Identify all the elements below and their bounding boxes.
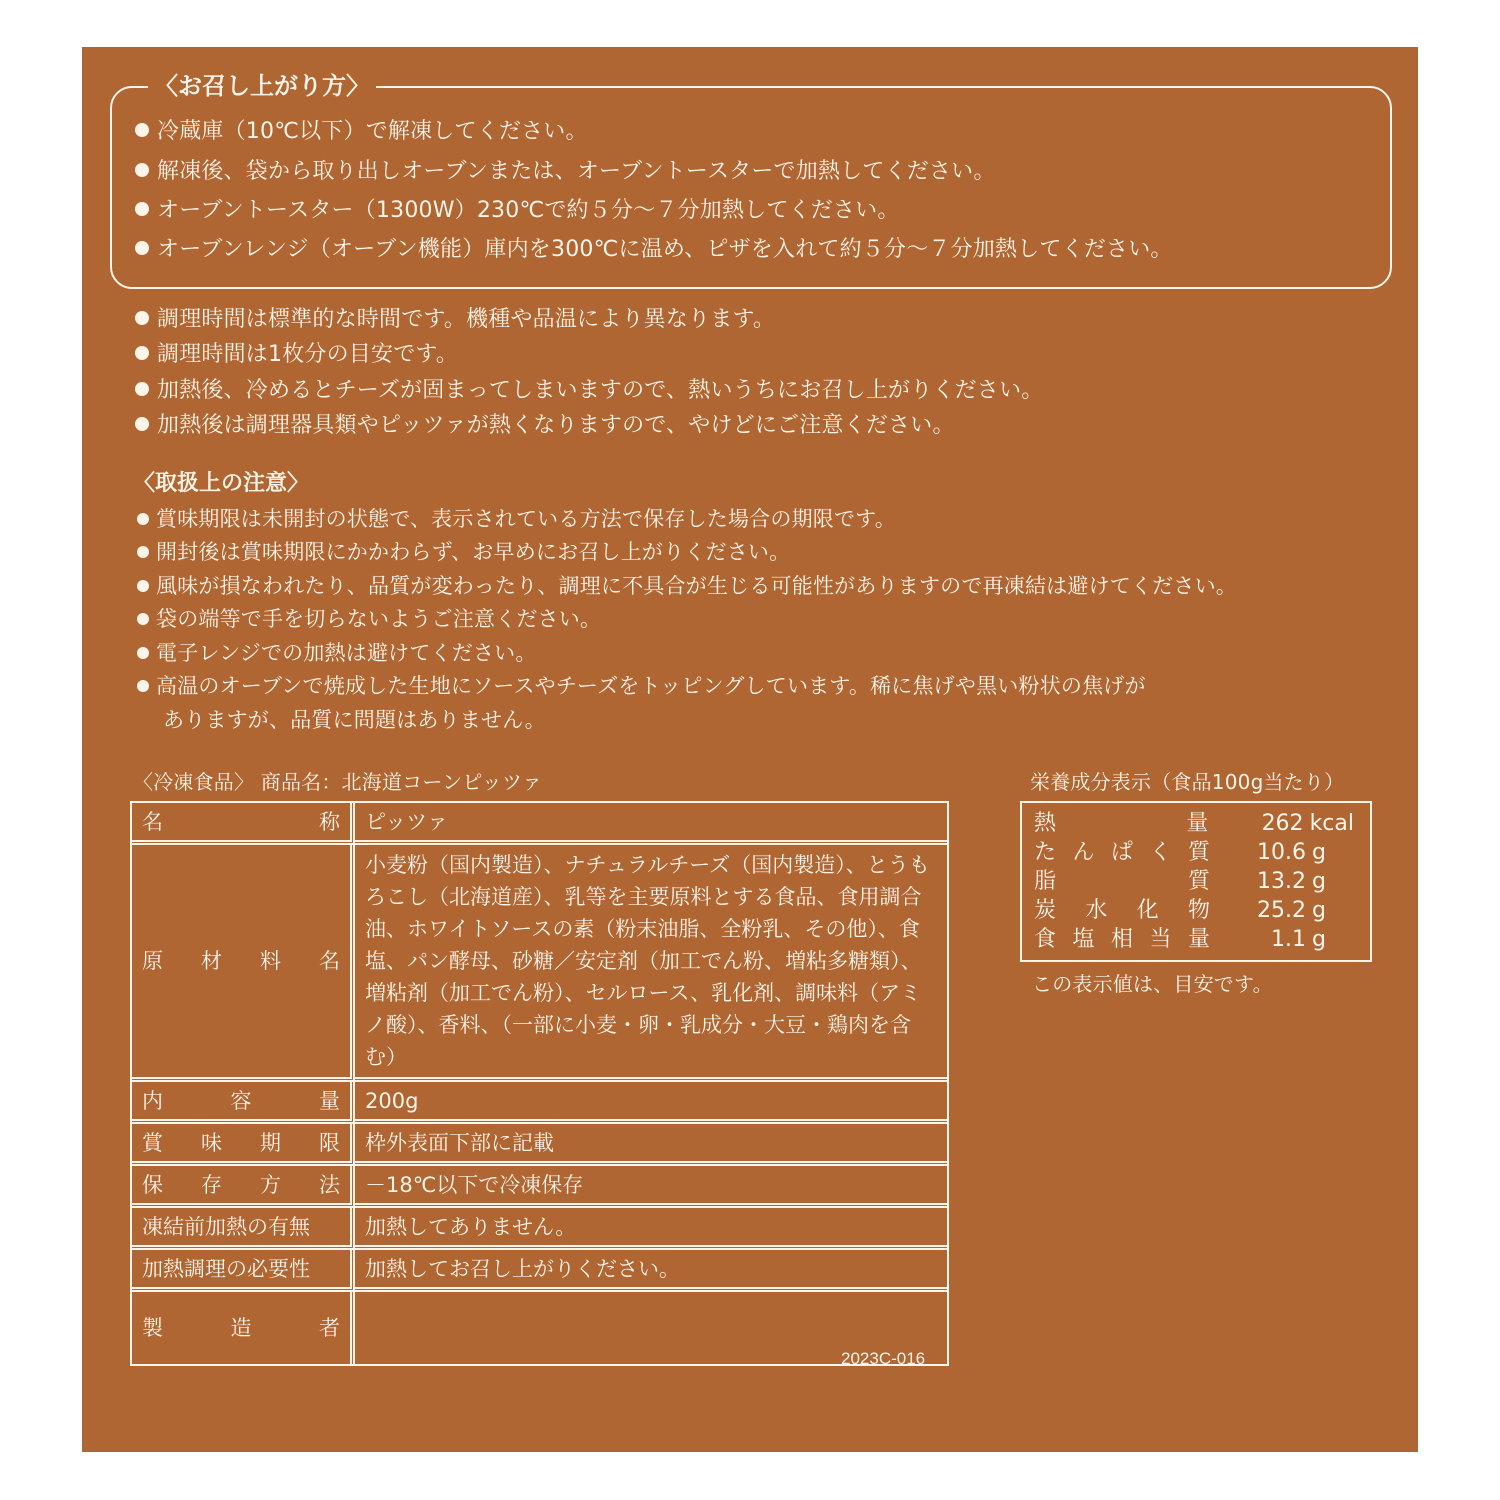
row-label: 保 存 方 法 bbox=[132, 1166, 355, 1208]
handling-title: 〈取扱上の注意〉 bbox=[133, 471, 310, 496]
row-label: 加熱調理の必要性 bbox=[132, 1250, 355, 1292]
nutrition-row: 脂 質 13.2 g bbox=[1034, 869, 1326, 894]
bullet-icon bbox=[135, 202, 149, 216]
row-value: 加熱してありません。 bbox=[355, 1208, 947, 1250]
bullet-icon bbox=[135, 346, 149, 360]
bullet-icon bbox=[137, 546, 149, 558]
row-label: 凍結前加熱の有無 bbox=[132, 1208, 355, 1250]
handling-item: 袋の端等で手を切らないようご注意ください。 bbox=[137, 606, 601, 632]
note-item: 調理時間は標準的な時間です。機種や品温により異なります。 bbox=[135, 307, 775, 333]
nutrition-row: た ん ぱ く 質 10.6 g bbox=[1034, 840, 1326, 865]
bullet-icon bbox=[135, 417, 149, 431]
handling-item: 開封後は賞味期限にかかわらず、お早めにお召し上がりください。 bbox=[137, 539, 790, 565]
bullet-icon bbox=[137, 513, 149, 525]
table-row bbox=[132, 1208, 947, 1250]
nutrition-row: 熱 量 262 kcal bbox=[1034, 811, 1354, 836]
nutrition-footnote: この表示値は、目安です。 bbox=[1032, 972, 1273, 996]
row-label: 名 称 bbox=[132, 803, 355, 845]
table-row bbox=[132, 845, 947, 1082]
how-to-eat-title: 〈お召し上がり方〉 bbox=[148, 70, 376, 102]
note-item: 加熱後、冷めるとチーズが固まってしまいますので、熱いうちにお召し上がりください。 bbox=[135, 378, 1043, 404]
product-code: 2023C-016 bbox=[841, 1349, 926, 1368]
row-value: 加熱してお召し上がりください。 bbox=[355, 1250, 947, 1292]
how-to-eat-item: 解凍後、袋から取り出しオーブンまたは、オーブントースターで加熱してください。 bbox=[135, 159, 996, 185]
row-value: 枠外表面下部に記載 bbox=[355, 1124, 947, 1166]
row-value: －18℃以下で冷凍保存 bbox=[355, 1166, 947, 1208]
row-value: 200g bbox=[355, 1082, 947, 1124]
table-row bbox=[132, 1292, 947, 1364]
row-label: 内 容 量 bbox=[132, 1082, 355, 1124]
bullet-icon bbox=[137, 680, 149, 692]
bullet-icon bbox=[135, 123, 149, 137]
bullet-icon bbox=[135, 163, 149, 177]
bullet-icon bbox=[135, 241, 149, 255]
table-row bbox=[132, 1082, 947, 1124]
how-to-eat-item: 冷蔵庫（10℃以下）で解凍してください。 bbox=[135, 119, 588, 145]
nutrition-table bbox=[1020, 801, 1372, 962]
handling-item: 風味が損なわれたり、品質が変わったり、調理に不具合が生じる可能性がありますので再凍結は避けてください。 bbox=[137, 573, 1237, 599]
bullet-icon bbox=[137, 580, 149, 592]
row-label: 賞 味 期 限 bbox=[132, 1124, 355, 1166]
product-heading: 〈冷凍食品〉 商品名：北海道コーンピッツァ bbox=[133, 770, 543, 794]
nutrition-title: 栄養成分表示（食品100g当たり） bbox=[1030, 770, 1345, 794]
table-row bbox=[132, 1166, 947, 1208]
bullet-icon bbox=[135, 311, 149, 325]
bullet-icon bbox=[137, 647, 149, 659]
nutrition-row: 食 塩 相 当 量 1.1 g bbox=[1034, 927, 1326, 952]
how-to-eat-item: オーブントースター（1300W）230℃で約５分～７分加熱してください。 bbox=[135, 198, 900, 224]
handling-item: 賞味期限は未開封の状態で、表示されている方法で保存した場合の期限です。 bbox=[137, 506, 896, 532]
product-info-table bbox=[130, 801, 949, 1366]
row-label: 製 造 者 bbox=[132, 1292, 355, 1364]
row-value: 小麦粉（国内製造）、ナチュラルチーズ（国内製造）、とうもろこし（北海道産）、乳等を主要原料とする食品、食用調合油、ホワイトソースの素（粉末油脂、全粉乳、その他）、食塩、パン酵母、砂糖／安定剤（加工でん粉、増粘多糖類）、増粘剤（加工でん粉）、セルロース、乳化剤、調味料（アミノ酸）、香料、（一部に小麦・卵・乳成分・大豆・鶏肉を含む） bbox=[355, 845, 947, 1082]
bullet-icon bbox=[137, 613, 149, 625]
row-label: 原 材 料 名 bbox=[132, 845, 355, 1082]
handling-item: 電子レンジでの加熱は避けてください。 bbox=[137, 640, 537, 666]
note-item: 加熱後は調理器具類やピッツァが熱くなりますので、やけどにご注意ください。 bbox=[135, 413, 955, 439]
how-to-eat-item: オーブンレンジ（オーブン機能）庫内を300℃に温め、ピザを入れて約５分～７分加熱してください。 bbox=[135, 237, 1173, 263]
nutrition-row: 炭 水 化 物 25.2 g bbox=[1034, 898, 1326, 923]
bullet-icon bbox=[135, 382, 149, 396]
table-row bbox=[132, 1250, 947, 1292]
handling-item-continuation: ありますが、品質に問題はありません。 bbox=[163, 708, 546, 732]
handling-item: 高温のオーブンで焼成した生地にソースやチーズをトッピングしています。稀に焦げや黒い粉状の焦げが bbox=[137, 673, 1146, 699]
row-value: ピッツァ bbox=[355, 803, 947, 845]
table-row bbox=[132, 803, 947, 845]
table-row bbox=[132, 1124, 947, 1166]
note-item: 調理時間は1枚分の目安です。 bbox=[135, 342, 458, 368]
